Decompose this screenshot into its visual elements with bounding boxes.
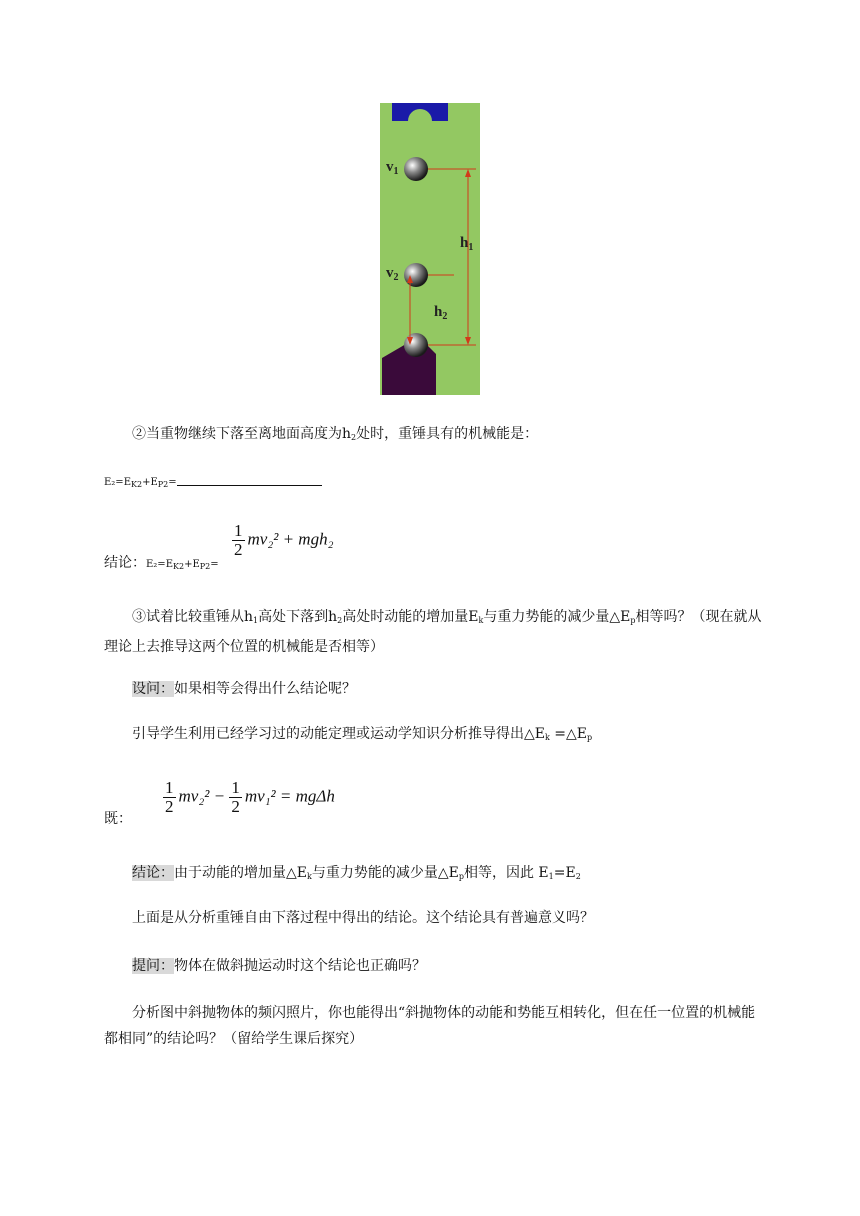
label-v1: $v_1$ [386, 159, 399, 177]
paragraph-3: ③试着比较重锤从$h_1$高处下落到$h_2$高处时动能的增加量$E_k$与重力势能的减少量$\triangle E_p$相等吗？（现在就从理论上去推导这两个位置的机械能是否相等） [104, 609, 762, 655]
paragraph-guide: 引导学生利用已经学习过的动能定理或运动学知识分析推导得出$\triangle E_k$ $=\triangle E_p$ [132, 726, 593, 742]
paragraph-projectile: 分析图中斜抛物体的频闪照片，你也能得出“斜抛物体的动能和势能互相转化，但在任一位置的机械能都相同”的结论吗？（留给学生课后探究） [104, 1005, 756, 1047]
free-fall-figure [380, 103, 480, 395]
formula-energy-change: $\frac{1}{2}$ mv₂² − $\frac{1}{2}$ mv₁² = mgΔh [165, 778, 335, 816]
label-v2: $v_2$ [386, 265, 399, 283]
answer-blank [177, 473, 322, 486]
paragraph-2: ②当重物继续下落至离地面高度为$h_2$处时，重锤具有的机械能是： [132, 426, 539, 442]
formula-2-prefix: 既： [104, 811, 132, 827]
label-h2: $h_2$ [434, 304, 448, 322]
question-1: 设问：如果相等会得出什么结论呢？ [132, 681, 356, 697]
energy-equation-blank: $E_2=E_{K2}+E_{P2}=$ [104, 470, 764, 498]
formula-mechanical-energy: $\frac{1}{2}$ mv₂² + mgh₂ [234, 521, 334, 559]
question-2: 提问：物体在做斜抛运动时这个结论也正确吗？ [132, 958, 426, 974]
conclusion-1: 结论：$E_2=E_{K2}+E_{P2}=$ [104, 555, 219, 571]
question-tag-2: 提问： [132, 958, 174, 974]
ball-middle [404, 263, 428, 287]
ball-bottom [404, 333, 428, 357]
ball-top [404, 157, 428, 181]
paragraph-general: 上面是从分析重锤自由下落过程中得出的结论。这个结论具有普遍意义吗？ [132, 910, 594, 926]
label-h1: $h_1$ [460, 235, 474, 253]
conclusion-2: 结论：由于动能的增加量$\triangle E_k$与重力势能的减少量$\triangle E_p$相等，因此 $E_1=E_2$ [132, 865, 581, 881]
conclusion-tag: 结论： [132, 865, 174, 881]
question-tag: 设问： [132, 681, 174, 697]
